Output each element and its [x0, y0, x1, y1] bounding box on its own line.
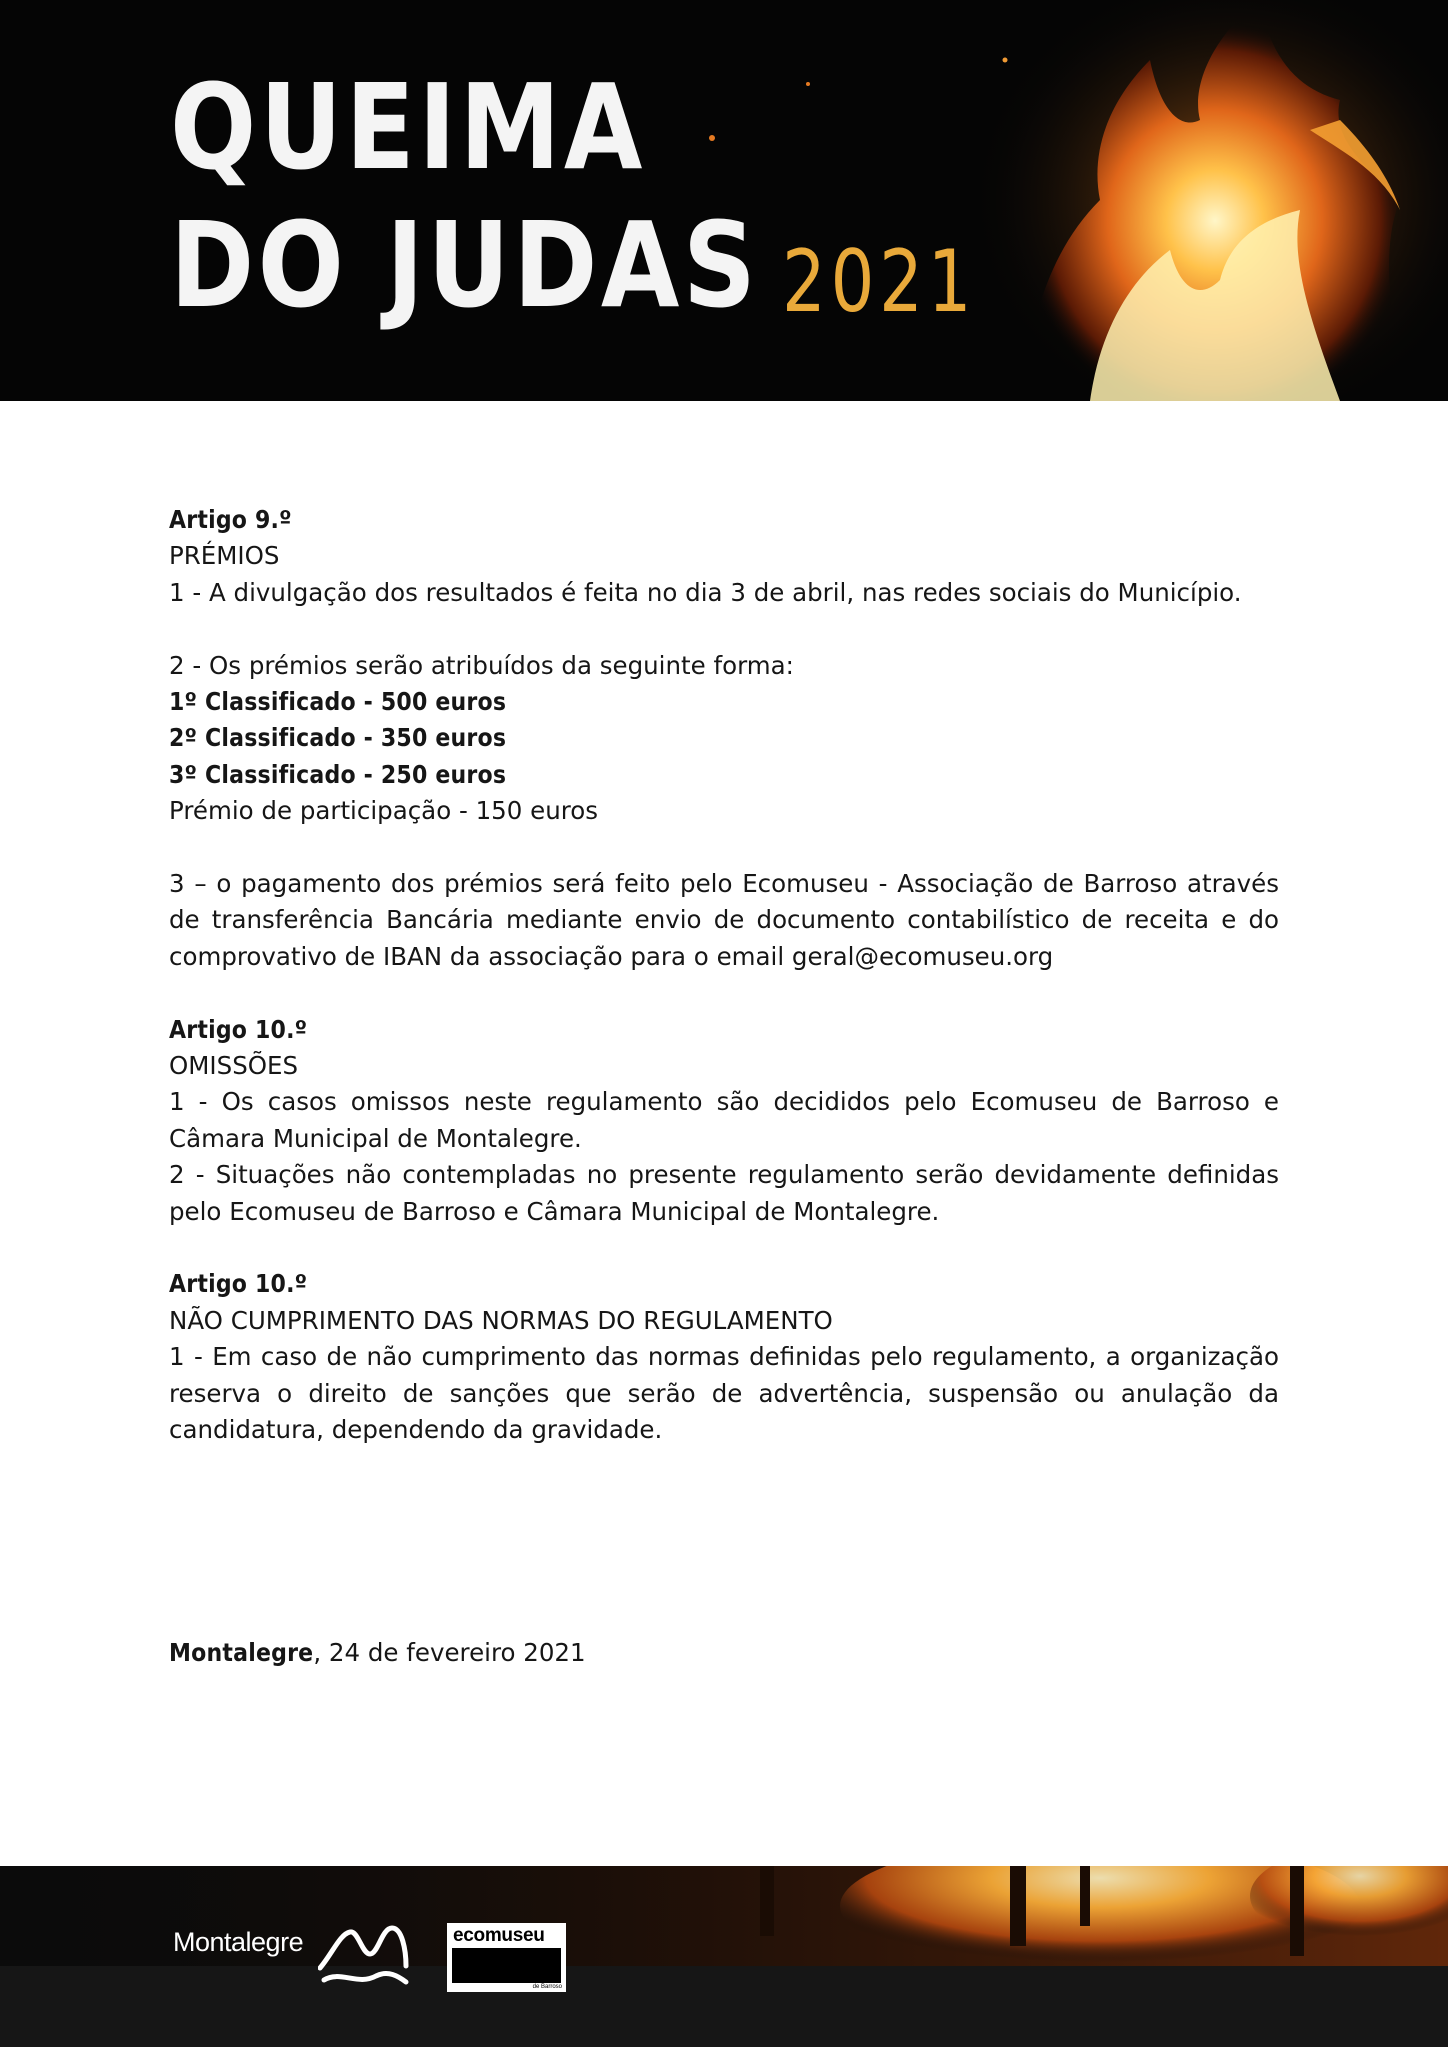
ecomuseu-logo-text: ecomuseu	[453, 1925, 545, 1946]
article-heading: OMISSÕES	[169, 1051, 299, 1081]
paragraph: 1 - Os casos omissos neste regulamento são decididos pelo Ecomuseu de Barroso e Câmara Municipal de Montalegre.	[169, 1087, 1279, 1153]
article-title: Artigo 9.º	[169, 505, 292, 534]
paragraph: 1 - Em caso de não cumprimento das normas definidas pelo regulamento, a organização reserva o direito de sanções que serão de advertência, suspensão ou anulação da candidatura, dependendo da gravidade.	[169, 1342, 1279, 1445]
paragraph: 3 – o pagamento dos prémios será feito pelo Ecomuseu - Associação de Barroso através de transferência Bancária mediante envio de documento contabilístico de receita e do comprovativo de IBAN da associação para o email geral@ecomuseu.org	[169, 869, 1279, 971]
ecomuseu-logo	[447, 1923, 566, 1992]
montalegre-logo-text: Montalegre	[173, 1927, 304, 1957]
article-title: Artigo 10.º	[169, 1269, 308, 1299]
ecomuseu-logo-block	[452, 1948, 561, 1983]
prize-second: 2º Classificado - 350 euros	[169, 723, 507, 753]
signature-place: Montalegre	[169, 1638, 314, 1667]
montalegre-logo-icon	[318, 1924, 410, 1990]
spacer	[169, 830, 1279, 866]
article-title: Artigo 10.º	[169, 1014, 308, 1044]
paragraph: 2 - Os prémios serão atribuídos da seguinte forma:	[169, 650, 794, 680]
title-year: 2021	[782, 232, 977, 332]
document-body	[169, 502, 1279, 1449]
paragraph: 1 - A divulgação dos resultados é feita no dia 3 de abril, nas redes sociais do Município.	[169, 577, 1242, 607]
footer-banner	[0, 1866, 1448, 2047]
header-banner	[0, 0, 1448, 401]
prize-first: 1º Classificado - 500 euros	[169, 687, 507, 717]
article-10-incumprimento	[169, 1266, 1279, 1448]
title-line-2: DO JUDAS	[170, 196, 760, 334]
prize-participation: Prémio de participação - 150 euros	[169, 796, 599, 826]
ecomuseu-logo-subtext: de Barroso	[532, 1984, 562, 1990]
article-9	[169, 502, 1279, 975]
signature-date: , 24 de fevereiro 2021	[313, 1638, 586, 1667]
spacer	[169, 611, 1279, 647]
article-heading: PRÉMIOS	[169, 541, 280, 571]
spacer	[169, 1230, 1279, 1266]
title-line-1: QUEIMA	[170, 58, 646, 196]
signature-line	[169, 1635, 586, 1671]
article-heading: NÃO CUMPRIMENTO DAS NORMAS DO REGULAMENTO	[169, 1305, 833, 1335]
prize-third: 3º Classificado - 250 euros	[169, 759, 507, 789]
article-10-omissoes	[169, 1012, 1279, 1230]
paragraph: 2 - Situações não contempladas no presente regulamento serão devidamente definidas pelo Ecomuseu de Barroso e Câmara Municipal de Montalegre.	[169, 1160, 1279, 1226]
spacer	[169, 975, 1279, 1011]
